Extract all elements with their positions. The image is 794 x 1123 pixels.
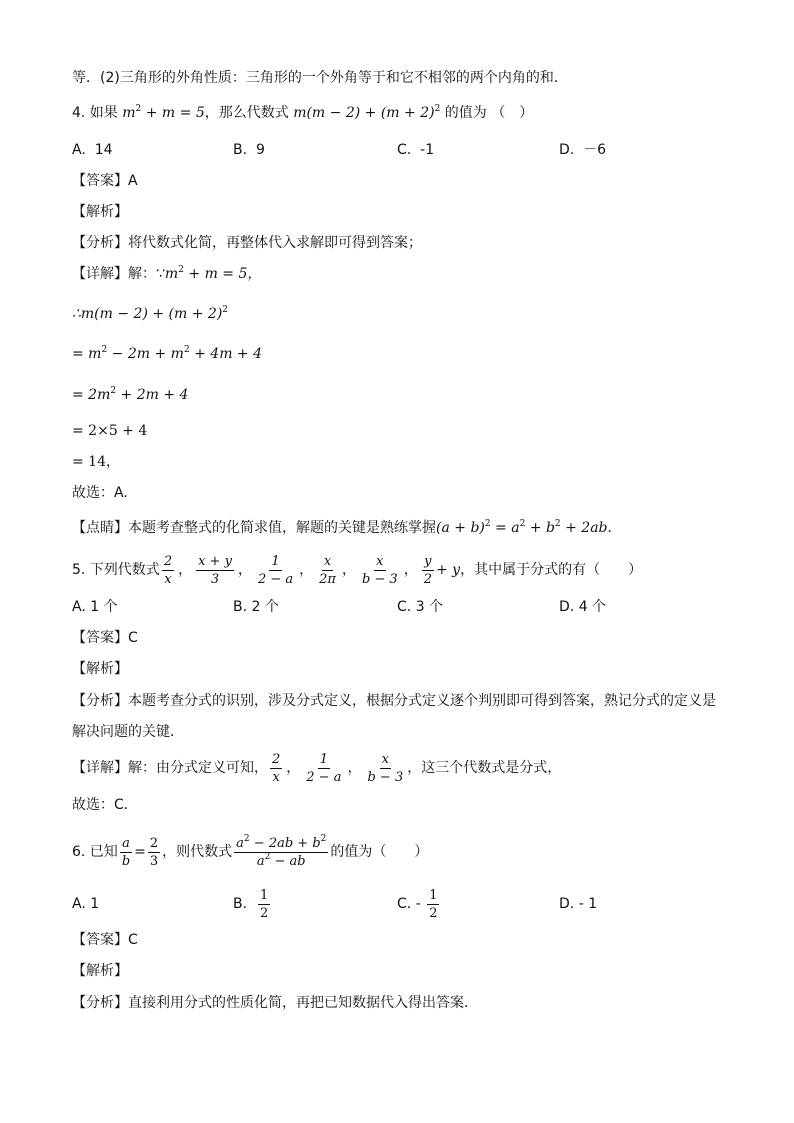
q5-choose: 故选：C． [72, 797, 138, 813]
q5-option-d: D. 4 个 [559, 599, 607, 615]
q4-option-c: C. -1 [397, 142, 435, 158]
q6-option-a: A. 1 [72, 896, 100, 912]
q4-step-3: = $2m^2 + 2m + 4$ [72, 386, 189, 403]
q5-xiangjie: 【详解】解：由分式定义可知， $\frac{2}{x}$ ， $\frac{1}{2 - a}$ ， $\frac{x}{b - 3}$ ，这三个代数式是分式， [72, 751, 562, 785]
q6-option-b: B. $\frac{1}{2}$ [233, 887, 269, 921]
q5-frac-1: $\frac{2}{x}$ [163, 553, 173, 587]
q5-option-a: A. 1 个 [72, 599, 118, 615]
q4-step-1: ∴m(m − $2) + (m + 2)^2$ [72, 305, 229, 322]
q5-detail-frac-3: $\frac{x}{b - 3}$ [367, 751, 404, 785]
q6-expression: $\frac{a^2 - 2ab + b^2}{a^2 - ab}$ [236, 833, 327, 869]
q6-fenxi: 【分析】直接利用分式的性质化简，再把已知数据代入得出答案． [72, 995, 478, 1011]
q5-frac-2: $\frac{x + y}{3}$ [198, 553, 232, 587]
q5-stem: 5. 下列代数式 $\frac{2}{x}$ ， $\frac{x + y}{3}$ ， $\frac{1}{2 - a}$ ， $\frac{x}{2\pi}$ ， $\frac{x}{b - 3}$ ， $\frac{y}{2}$ + y，其中属于分式的有（ ） [72, 553, 643, 587]
q4-option-d: D. －6 [559, 142, 607, 158]
q5-option-c: C. 3 个 [397, 599, 444, 615]
q5-jiexi: 【解析】 [72, 661, 128, 677]
q4-jiexi: 【解析】 [72, 204, 128, 220]
q6-given-frac: $\frac{a}{b}$ [121, 835, 131, 869]
q4-option-b: B. 9 [233, 142, 265, 158]
q5-fenxi-1: 【分析】本题考查分式的识别，涉及分式定义，根据分式定义逐个判别即可得到答案，熟记分式的定义是 [72, 693, 716, 709]
q6-stem: 6. 已知 $\frac{a}{b}$ = $\frac{2}{3}$ ，则代数式 $\frac{a^2 - 2ab + b^2}{a^2 - ab}$ 的值为（ ） [72, 833, 429, 869]
q4-option-a: A. 14 [72, 142, 113, 158]
q4-fenxi: 【分析】将代数式化简，再整体代入求解即可得到答案； [72, 235, 422, 251]
q6-option-d: D. - 1 [559, 896, 598, 912]
q5-answer: 【答案】C [72, 630, 138, 646]
q4-step-5: = 14， [72, 454, 120, 470]
q6-given-value: $\frac{2}{3}$ [149, 835, 159, 869]
q4-stem: 4. 如果 $m^2 + m = 5$，那么代数式 $m(m - 2) + (m + 2)^2$ 的值为 （ ） [72, 104, 534, 121]
q5-frac-5: $\frac{x}{b - 3}$ [361, 553, 398, 587]
intro-line: 等．(2)三角形的外角性质：三角形的一个外角等于和它不相邻的两个内角的和． [72, 70, 568, 86]
q6-jiexi: 【解析】 [72, 963, 128, 979]
q6-answer: 【答案】C [72, 932, 138, 948]
q5-frac-3: $\frac{1}{2 - a}$ [257, 553, 294, 587]
q5-fenxi-2: 解决问题的关键． [72, 724, 184, 740]
q5-frac-4: $\frac{x}{2\pi}$ [319, 553, 336, 587]
q4-choose: 故选：A. [72, 485, 128, 501]
q4-xiangjie: 【详解】解：$\because m^2 + m = 5$， [72, 265, 262, 282]
q5-frac-6: $\frac{y}{2}$ [423, 553, 432, 587]
q5-detail-frac-1: $\frac{2}{x}$ [272, 751, 281, 785]
q6-option-c: C. - $\frac{1}{2}$ [397, 887, 438, 921]
q4-dianjing: 【点睛】本题考查整式的化简求值，解题的关键是熟练掌握$(a + b)^2 = a^2 + b^2 + 2ab$． [72, 519, 622, 536]
q5-option-b: B. 2 个 [233, 599, 279, 615]
q4-answer: 【答案】A [72, 173, 138, 189]
q5-detail-frac-2: $\frac{1}{2 - a}$ [306, 751, 342, 785]
q4-step-4: = 2×5 + 4 [72, 423, 148, 439]
q4-step-2: = $m^2 - 2m + m^2 + 4m + 4$ [72, 345, 263, 362]
